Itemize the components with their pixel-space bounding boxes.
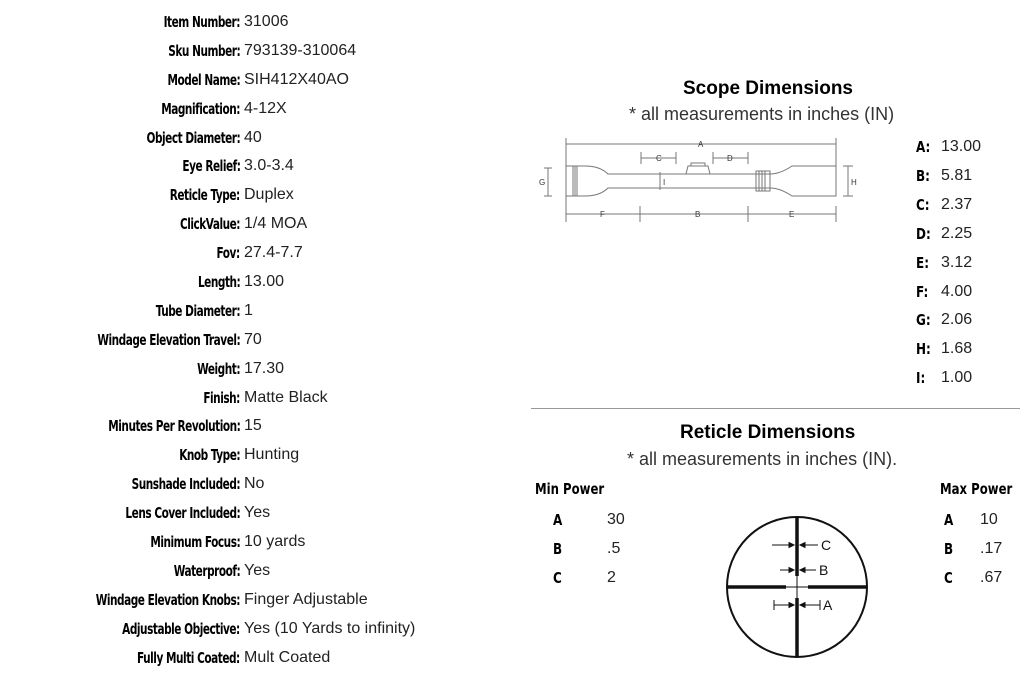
- scope-dimension-letter: D:: [916, 224, 931, 243]
- dim-e-label: E: [789, 210, 795, 219]
- spec-label: Waterproof:: [173, 561, 240, 580]
- min-power-row: [553, 509, 643, 538]
- max-power-value: .17: [980, 540, 1003, 557]
- scope-diagram: [530, 130, 870, 225]
- spec-value: Hunting: [244, 446, 300, 464]
- spec-value: 4-12X: [244, 99, 287, 117]
- dim-i-label: I: [663, 178, 666, 187]
- scope-dimension-letter: B:: [916, 166, 930, 185]
- spec-label: Eye Relief:: [181, 157, 240, 176]
- scope-dimension-value: 2.37: [941, 195, 973, 213]
- spec-value: Matte Black: [244, 388, 328, 406]
- spec-value: Yes: [244, 504, 271, 522]
- scope-dimension-value: 1.00: [941, 369, 973, 387]
- spec-row: [0, 298, 1024, 330]
- scope-dimension-letter: C:: [916, 195, 930, 214]
- spec-label: Reticle Type:: [170, 186, 240, 205]
- spec-value: Finger Adjustable: [244, 590, 368, 608]
- spec-row: [0, 413, 1024, 442]
- spec-label: Fully Multi Coated:: [137, 648, 240, 667]
- spec-label: Sunshade Included:: [131, 475, 240, 494]
- spec-label: Sku Number:: [168, 41, 240, 60]
- spec-label: Weight:: [197, 359, 240, 378]
- min-power-letter: B: [553, 540, 563, 558]
- min-power-row: [553, 567, 643, 596]
- scope-dimension-value: 5.81: [941, 166, 973, 184]
- spec-row: [0, 356, 1024, 388]
- dim-d-label: D: [727, 154, 733, 163]
- spec-value: 15: [244, 417, 262, 435]
- max-power-letter: C: [944, 569, 953, 587]
- scope-dimension-row: [916, 165, 1016, 194]
- reticle-c-label: C: [821, 537, 832, 553]
- max-power-row: [944, 509, 1024, 538]
- dim-g-label: G: [539, 178, 546, 187]
- spec-row: [0, 645, 1024, 674]
- scope-dimension-row: [916, 309, 1016, 338]
- scope-dimension-letter: H:: [916, 340, 931, 359]
- reticle-dimensions-note: * all measurements in inches (IN).: [627, 449, 898, 469]
- spec-label: Object Diameter:: [146, 128, 240, 147]
- spec-list: [0, 9, 520, 673]
- min-power-letter: C: [553, 569, 562, 587]
- scope-dimension-value: 13.00: [941, 138, 982, 155]
- spec-row: [0, 327, 1024, 359]
- max-power-title: Max Power: [940, 480, 1013, 498]
- max-power-value: .67: [980, 569, 1003, 586]
- spec-row: [0, 471, 1024, 500]
- spec-label: Item Number:: [163, 13, 240, 31]
- spec-label: Minutes Per Revolution:: [107, 417, 240, 436]
- reticle-a-label: A: [823, 597, 833, 613]
- scope-dimension-letter: A:: [916, 138, 931, 156]
- spec-row: [0, 211, 1024, 240]
- spec-label: ClickValue:: [179, 215, 240, 234]
- spec-label: Windage Elevation Travel:: [97, 330, 240, 349]
- max-power-letter: B: [944, 540, 954, 558]
- spec-label: Lens Cover Included:: [125, 504, 240, 523]
- scope-dimensions-title: Scope Dimensions: [683, 78, 853, 99]
- spec-row: [0, 385, 1024, 414]
- spec-row: [0, 67, 1024, 96]
- spec-value: 13.00: [244, 273, 285, 291]
- scope-dimension-row: [916, 367, 1016, 396]
- spec-value: No: [244, 475, 265, 493]
- scope-dimension-row: [916, 194, 1016, 223]
- spec-value: 1/4 MOA: [244, 215, 308, 233]
- reticle-dimensions-title: Reticle Dimensions: [680, 422, 856, 443]
- min-power-value: .5: [607, 540, 621, 557]
- section-divider: [531, 408, 1020, 409]
- scope-dimension-value: 4.00: [941, 282, 973, 300]
- scope-dimension-letter: E:: [916, 253, 929, 272]
- spec-value: Mult Coated: [244, 648, 331, 666]
- spec-value: 1: [244, 301, 253, 319]
- spec-value: Yes (10 Yards to infinity): [244, 619, 416, 637]
- spec-label: Magnification:: [161, 99, 240, 118]
- min-power-value: 2: [607, 569, 616, 586]
- spec-label: Length:: [197, 273, 240, 292]
- spec-row: [0, 182, 1024, 211]
- min-power-title: Min Power: [535, 480, 605, 498]
- spec-value: SIH412X40AO: [244, 70, 349, 88]
- scope-dimension-row: [916, 223, 1016, 252]
- spec-row: [0, 125, 1024, 154]
- spec-value: Duplex: [244, 186, 294, 204]
- spec-row: [0, 269, 1024, 298]
- scope-dimension-row: [916, 281, 1016, 310]
- spec-value: 793139-310064: [244, 41, 357, 59]
- scope-dimension-row: [916, 338, 1016, 367]
- spec-row: [0, 38, 1024, 67]
- max-power-row: [944, 538, 1024, 567]
- max-power-letter: A: [944, 511, 954, 529]
- spec-value: 27.4-7.7: [244, 244, 303, 262]
- spec-label: Finish:: [203, 388, 240, 407]
- scope-dimension-letter: G:: [916, 311, 931, 330]
- scope-dimension-row: [916, 252, 1016, 281]
- scope-dimension-value: 1.68: [941, 340, 973, 358]
- dim-a-label: A: [698, 140, 704, 149]
- scope-dimension-value: 2.25: [941, 224, 973, 242]
- spec-label: Model Name:: [167, 70, 240, 89]
- min-power-row: [553, 538, 643, 567]
- spec-value: 40: [244, 128, 262, 146]
- spec-row: [0, 9, 1024, 38]
- spec-value: 31006: [244, 13, 289, 30]
- dim-f-label: F: [600, 210, 605, 219]
- spec-row: [0, 240, 1024, 269]
- max-power-row: [944, 567, 1024, 596]
- min-power-value: 30: [607, 511, 625, 528]
- spec-value: 17.30: [244, 359, 285, 377]
- reticle-diagram: [724, 514, 870, 660]
- spec-row: [0, 153, 1024, 182]
- spec-label: Windage Elevation Knobs:: [95, 590, 240, 609]
- spec-value: 3.0-3.4: [244, 157, 294, 175]
- dim-h-label: H: [851, 178, 857, 187]
- dim-b-label: B: [695, 210, 701, 219]
- spec-label: Adjustable Objective:: [122, 619, 240, 638]
- scope-dimension-letter: I:: [916, 369, 926, 388]
- spec-label: Minimum Focus:: [150, 533, 240, 552]
- min-power-letter: A: [553, 511, 563, 529]
- scope-dimension-letter: F:: [916, 282, 929, 301]
- spec-value: 70: [244, 330, 262, 348]
- scope-dimension-value: 2.06: [941, 311, 973, 329]
- spec-row: [0, 558, 1024, 587]
- spec-value: 10 yards: [244, 533, 306, 551]
- spec-row: [0, 500, 1024, 529]
- spec-row: [0, 616, 1024, 645]
- spec-value: Yes: [244, 561, 271, 579]
- spec-row: [0, 529, 1024, 558]
- scope-dimension-value: 3.12: [941, 253, 973, 271]
- scope-dimensions-note: * all measurements in inches (IN): [629, 104, 895, 124]
- dim-c-label: C: [656, 154, 662, 163]
- spec-row: [0, 587, 1024, 616]
- max-power-value: 10: [980, 511, 998, 528]
- spec-label: Knob Type:: [179, 446, 240, 465]
- spec-label: Tube Diameter:: [155, 301, 240, 320]
- spec-label: Fov:: [216, 244, 240, 263]
- scope-dimension-row: [916, 136, 1016, 165]
- reticle-b-label: B: [819, 562, 829, 578]
